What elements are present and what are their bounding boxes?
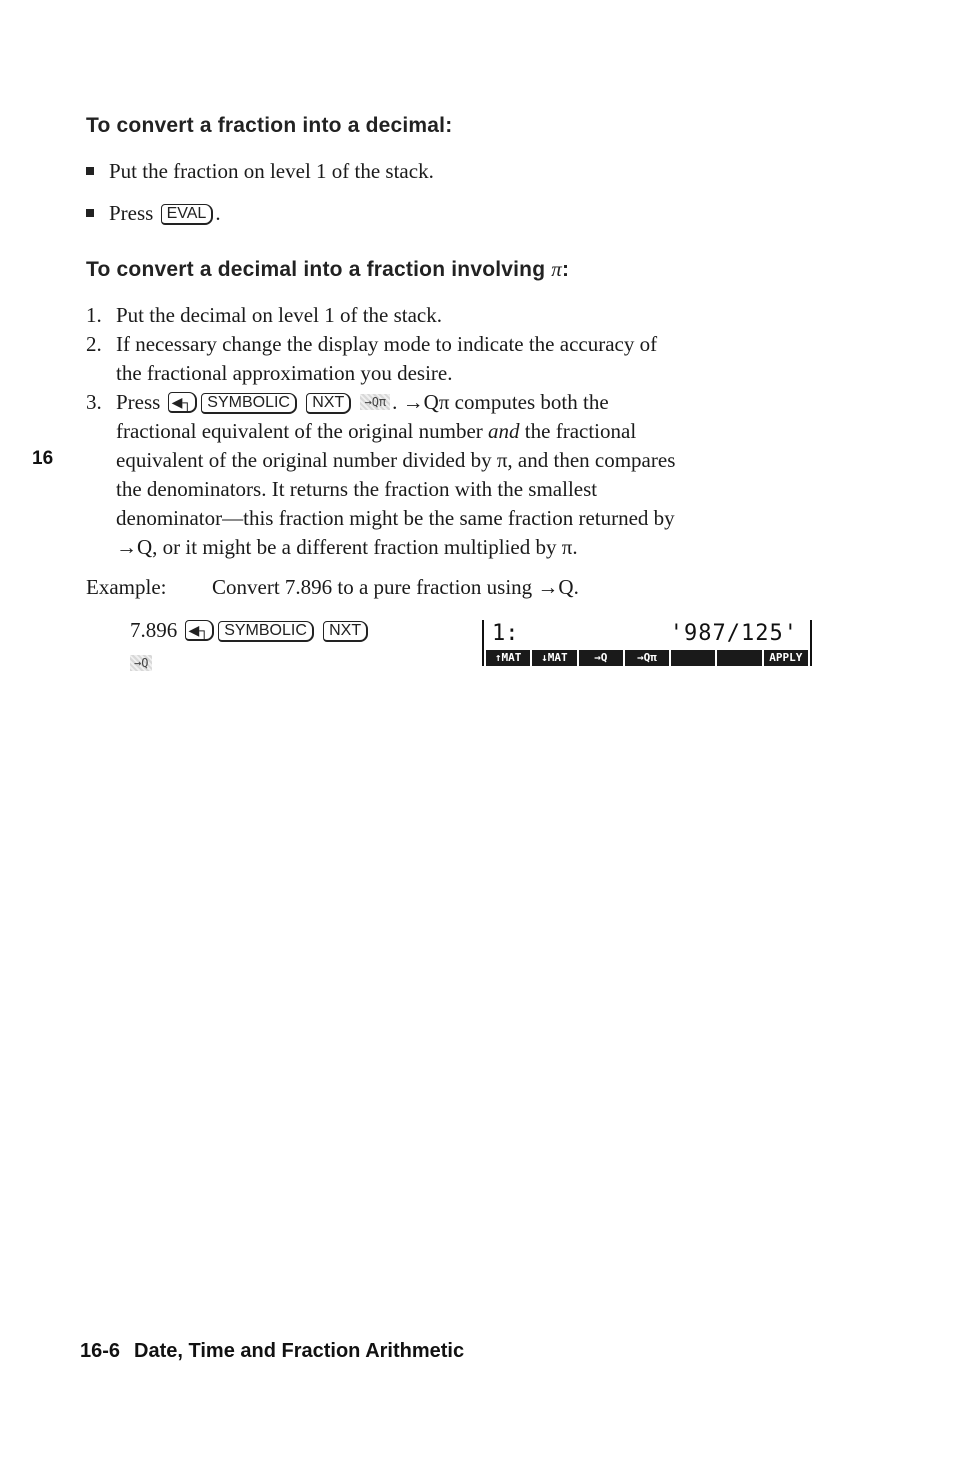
keystroke-row	[130, 616, 370, 645]
step-2	[86, 330, 826, 388]
step-1	[86, 301, 826, 330]
step-text: Put the decimal on level 1 of the stack.	[116, 303, 442, 327]
menu-key-up-mat: ↑MAT	[486, 650, 530, 666]
menu-key-apply: APPLY	[764, 650, 808, 666]
step-text-part: fractional equivalent of the original number	[116, 419, 489, 443]
menu-key-to-q: →Q	[579, 650, 623, 666]
step-text: →Q, or it might be a different fraction multiplied by π.	[116, 535, 578, 559]
step-text-rest: . →Qπ computes both the	[392, 390, 609, 414]
step-text: If necessary change the display mode to indicate the accuracy of	[116, 332, 658, 356]
bullet-text: Put the fraction on level 1 of the stack.	[109, 159, 434, 183]
stack-level-1	[492, 620, 802, 648]
bullet-square-icon	[86, 167, 94, 175]
bullet-item	[86, 199, 221, 228]
soft-menu-bar	[484, 650, 810, 666]
left-shift-key: ◀┐	[185, 620, 215, 641]
menu-key-blank	[717, 650, 761, 666]
step-number: 2.	[86, 332, 102, 356]
step-3	[86, 388, 826, 562]
pi-symbol: π	[551, 257, 562, 281]
chapter-side-tab: 16	[32, 448, 54, 469]
left-shift-key: ◀┐	[168, 392, 198, 413]
step-text	[116, 417, 826, 446]
softkey-to-q-pi: →Qπ	[360, 394, 390, 410]
example-keystrokes	[130, 616, 370, 678]
bullet-text: Press	[109, 201, 159, 225]
eval-key: EVAL	[161, 204, 214, 225]
step-text	[116, 388, 826, 417]
bullet-square-icon	[86, 209, 94, 217]
bullet-item	[86, 157, 434, 186]
nxt-key: NXT	[323, 621, 368, 642]
example-text: Convert 7.896 to a pure fraction using →Q.	[212, 575, 579, 599]
heading-fraction-to-decimal: To convert a fraction into a decimal:	[86, 114, 453, 137]
symbolic-key: SYMBOLIC	[218, 621, 314, 642]
heading-colon: :	[562, 258, 570, 281]
step-number: 1.	[86, 303, 102, 327]
step-text: the denominators. It returns the fraction with the smallest	[116, 477, 598, 501]
symbolic-key: SYMBOLIC	[201, 393, 297, 414]
chapter-title: Date, Time and Fraction Arithmetic	[134, 1340, 465, 1362]
page-footer	[80, 1340, 464, 1363]
menu-key-down-mat: ↓MAT	[532, 650, 576, 666]
menu-key-to-q-pi: →Qπ	[625, 650, 669, 666]
numbered-steps	[86, 301, 826, 562]
heading-text: To convert a decimal into a fraction involving	[86, 258, 552, 281]
stack-level-label: 1:	[492, 621, 519, 646]
keystroke-row	[130, 649, 370, 678]
heading-decimal-to-fraction-pi	[86, 257, 569, 282]
step-text-part: the fractional	[519, 419, 637, 443]
menu-key-blank	[671, 650, 715, 666]
press-word: Press	[116, 390, 166, 414]
step-text: equivalent of the original number divided by π, and then compares	[116, 448, 676, 472]
step-number: 3.	[86, 390, 102, 414]
step-text: denominator—this fraction might be the same fraction returned by	[116, 506, 675, 530]
nxt-key: NXT	[306, 393, 351, 414]
example-label: Example:	[86, 575, 167, 599]
punctuation: .	[215, 201, 221, 225]
calculator-display	[482, 620, 812, 666]
emphasis-and: and	[488, 419, 520, 443]
input-value: 7.896	[130, 618, 183, 642]
step-text: the fractional approximation you desire.	[116, 361, 453, 385]
page-number: 16-6	[80, 1340, 121, 1362]
softkey-to-q: →Q	[130, 655, 152, 671]
stack-value: '987/125'	[669, 621, 798, 646]
example-line	[86, 573, 579, 602]
